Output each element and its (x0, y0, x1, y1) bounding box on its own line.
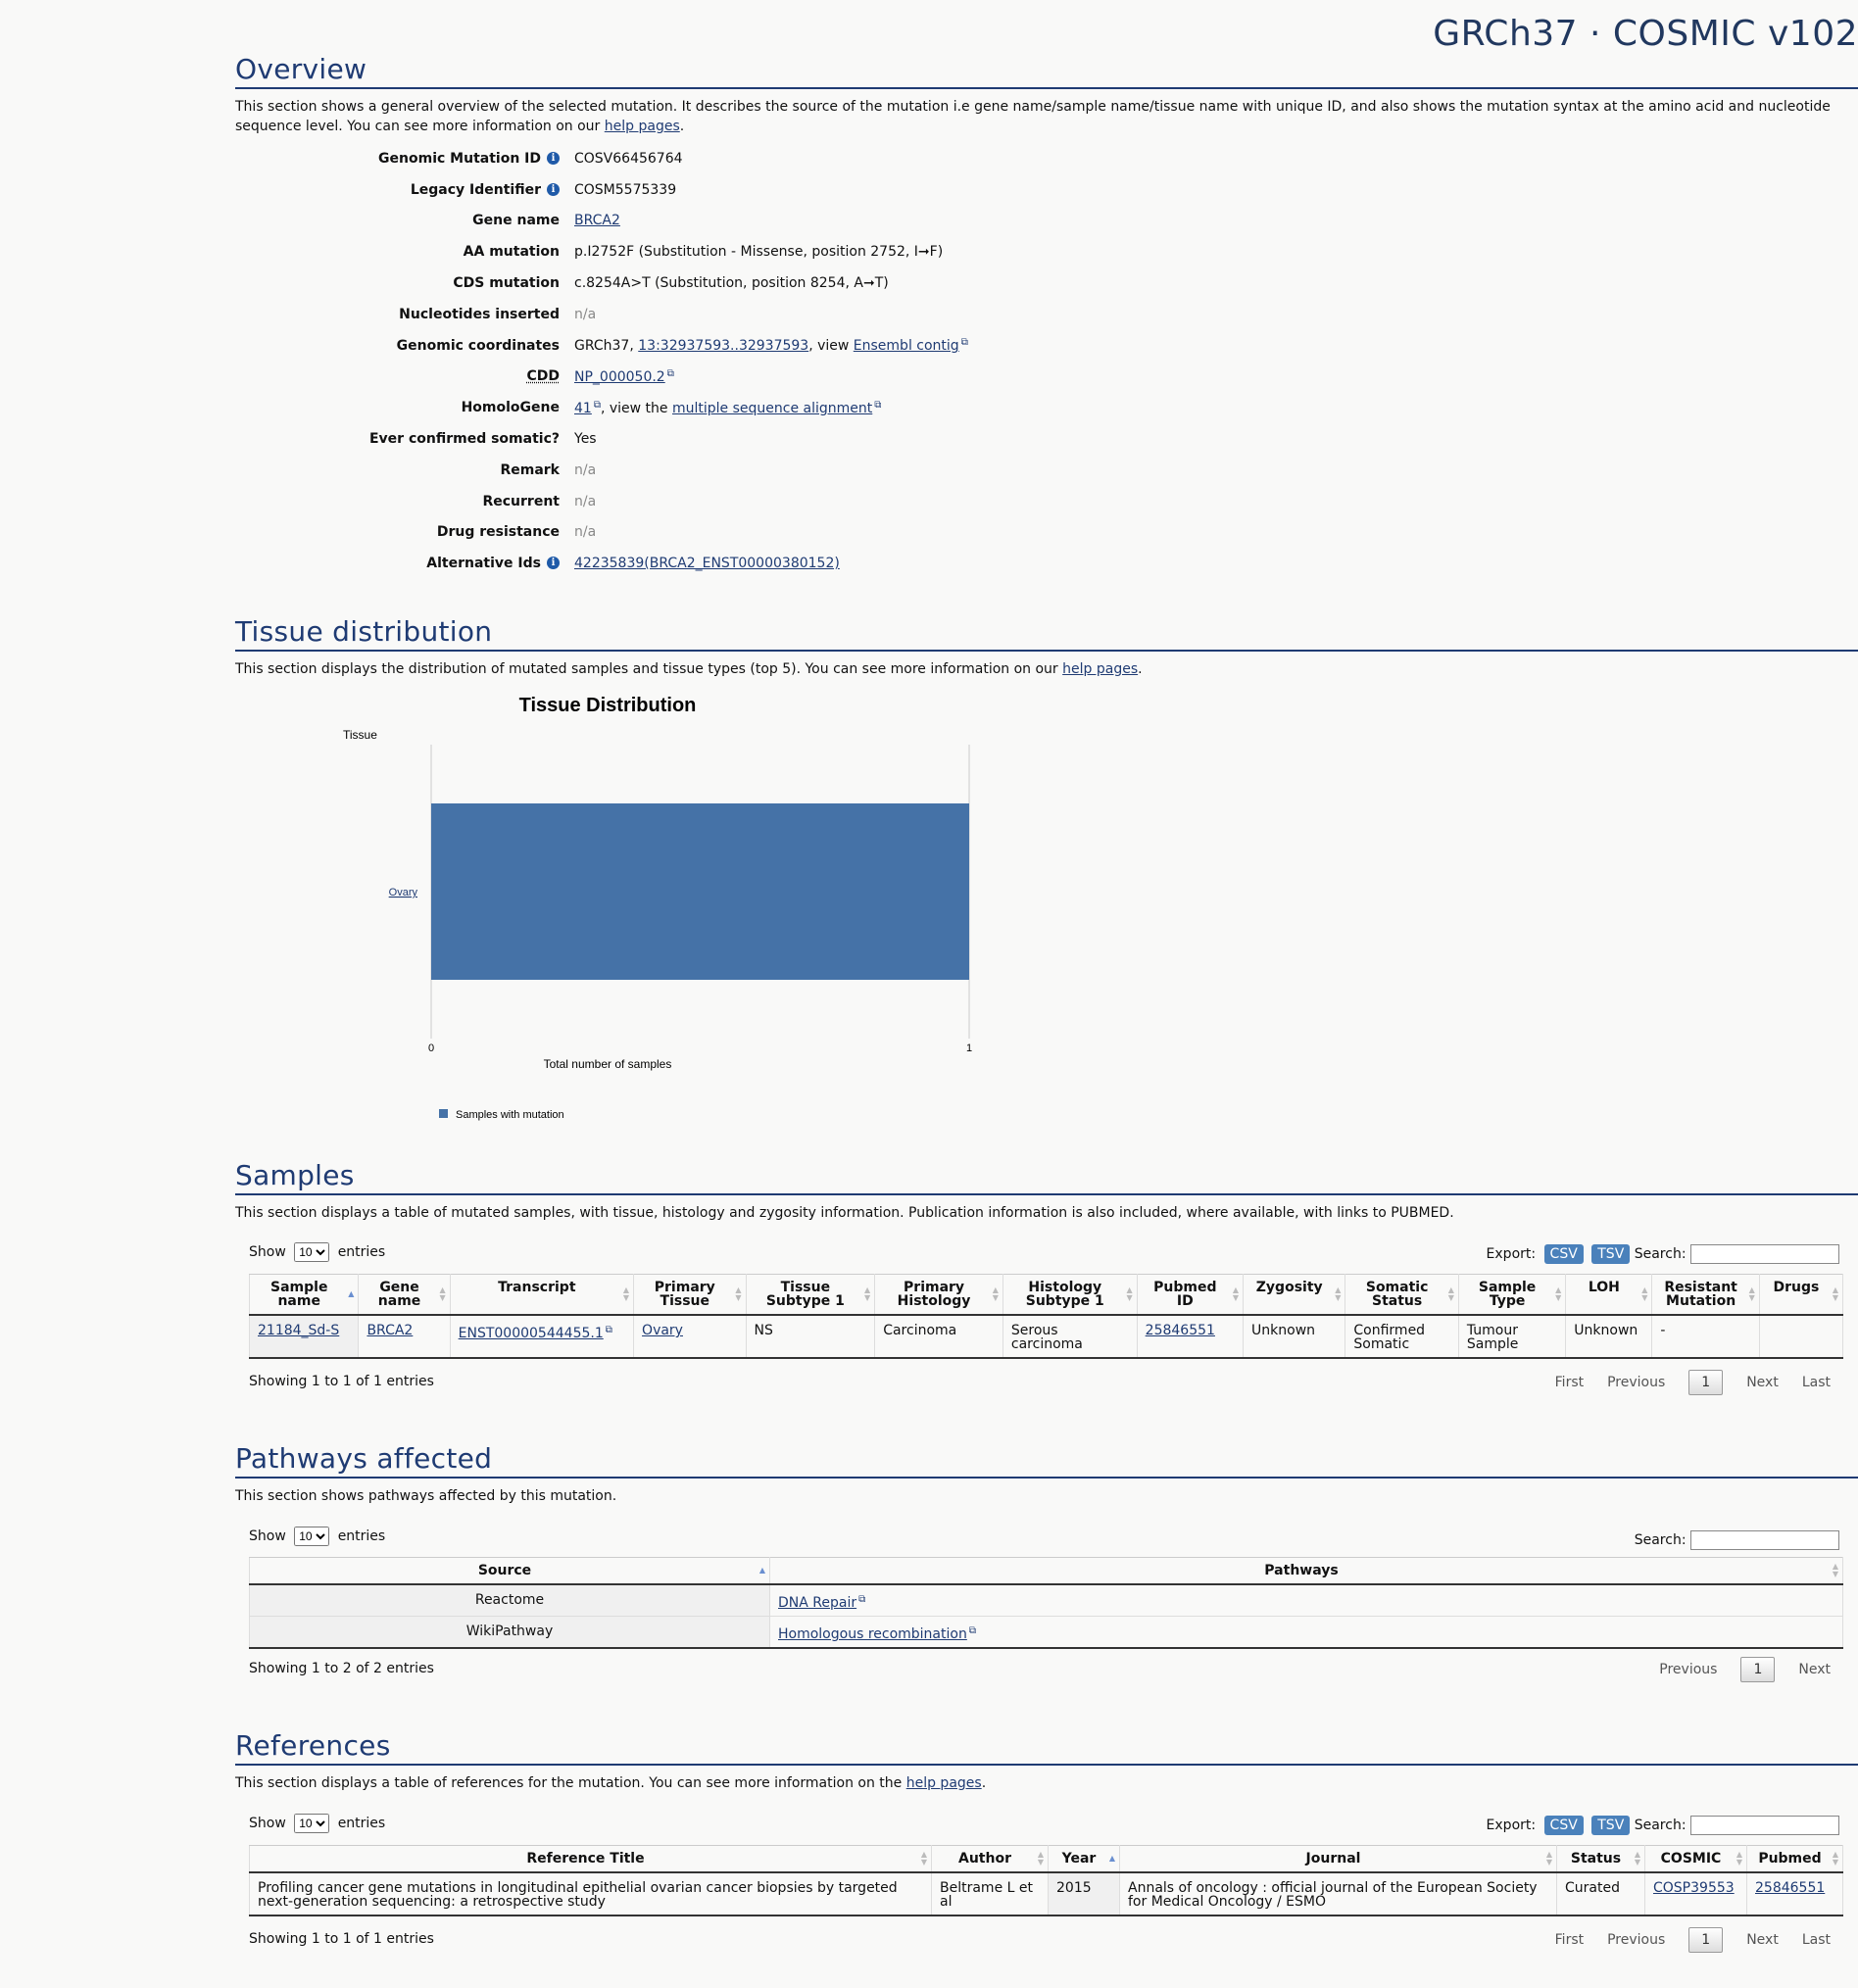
references-page-size-select[interactable] (294, 1814, 329, 1833)
column-header[interactable]: Primary Tissue ▲ ▼ (634, 1275, 746, 1316)
pathways-header-row (250, 1558, 1843, 1585)
field-drug-resistance: Drug resistance n/a (436, 524, 597, 541)
column-header[interactable]: Journal ▲ ▼ (1120, 1846, 1557, 1873)
references-section (235, 1729, 1858, 1791)
field-homologene: HomoloGene 41 ⧉, view the multiple sequence alignment ⧉ (461, 399, 882, 416)
chart-x-axis-label: Total number of samples (543, 1057, 672, 1071)
overview-section (235, 53, 1858, 602)
column-header[interactable]: Gene name ▲ ▼ (359, 1275, 450, 1316)
column-header[interactable]: Histology Subtype 1 ▲ ▼ (1002, 1275, 1137, 1316)
pathway-link[interactable]: DNA Repair (778, 1595, 857, 1611)
homologene-link[interactable]: 41 (574, 400, 592, 416)
info-icon[interactable]: i (547, 183, 560, 196)
pathways-search-input[interactable] (1690, 1530, 1839, 1550)
info-icon[interactable]: i (547, 557, 560, 569)
external-link-icon: ⧉ (968, 1625, 976, 1636)
chart-x-tick-label: 1 (965, 1042, 973, 1054)
pathways-length-control: Show 10 entries (249, 1527, 385, 1546)
next-page-button[interactable]: Next (1746, 1375, 1779, 1390)
column-header[interactable]: Resistant Mutation ▲ ▼ (1652, 1275, 1759, 1316)
references-length-control: Show 10 entries (249, 1814, 385, 1833)
overview-fields (235, 143, 1215, 579)
column-header[interactable]: Pubmed ▲ ▼ (1747, 1846, 1843, 1873)
field-genomic-mutation-id: Genomic Mutation ID i COSV66456764 (378, 150, 683, 167)
first-page-button[interactable]: First (1554, 1932, 1585, 1948)
tissue-distribution-chart (314, 686, 1019, 1137)
column-header[interactable]: Year ▲ (1049, 1846, 1120, 1873)
first-page-button[interactable]: First (1554, 1375, 1585, 1390)
table-row: Reactome DNA Repair ⧉ (250, 1584, 1843, 1617)
references-description: This section displays a table of references for the mutation. You can see more information on the help pages. (235, 1775, 987, 1791)
column-header[interactable]: Sample name ▲ (250, 1275, 359, 1316)
pathways-heading: Pathways affected (235, 1442, 1858, 1479)
external-link-icon: ⧉ (858, 1594, 866, 1605)
table-row: Profiling cancer gene mutations in longitudinal epithelial ovarian cancer biopsies by targeted next-generation sequencing: a retrospective study Beltrame L et al 2015 Annals of oncology : official journal of the European Society for Medical Oncology / ESMO Curated COSP39553 25846551 (250, 1872, 1843, 1915)
last-page-button[interactable]: Last (1801, 1375, 1831, 1390)
samples-pagination (1532, 1370, 1831, 1395)
external-link-icon: ⧉ (593, 399, 601, 411)
column-header[interactable]: Tissue Subtype 1 ▲ ▼ (746, 1275, 875, 1316)
column-header[interactable]: Zygosity ▲ ▼ (1244, 1275, 1345, 1316)
external-link-icon: ⧉ (874, 399, 882, 411)
samples-export-tsv-button[interactable]: TSV (1591, 1244, 1630, 1264)
references-export-tsv-button[interactable]: TSV (1591, 1816, 1630, 1835)
gene-link[interactable]: BRCA2 (574, 213, 620, 229)
field-nucleotides-inserted: Nucleotides inserted n/a (399, 306, 597, 322)
pathways-page-size-select[interactable] (294, 1527, 329, 1546)
samples-section (235, 1159, 1858, 1221)
table-row: WikiPathway Homologous recombination ⧉ (250, 1617, 1843, 1649)
references-heading: References (235, 1729, 1858, 1766)
table-row: 21184_Sd-S BRCA2 ENST00000544455.1 ⧉ Ovary NS Carcinoma Serous carcinoma 25846551 Unknown Confirmed Somatic Tumour Sample Unknown - (250, 1315, 1843, 1358)
overview-help-link[interactable]: help pages (604, 119, 680, 134)
references-export-csv-button[interactable]: CSV (1544, 1816, 1584, 1835)
chart-category-label: Ovary (388, 887, 417, 898)
samples-page-size-select[interactable] (294, 1242, 329, 1262)
chart-x-tick-label: 0 (427, 1042, 435, 1054)
external-link-icon: ⧉ (666, 367, 674, 379)
field-recurrent: Recurrent n/a (482, 493, 597, 509)
gene-link[interactable]: BRCA2 (367, 1323, 414, 1338)
tissue-link[interactable]: Ovary (642, 1323, 683, 1338)
samples-search-input[interactable] (1690, 1244, 1839, 1264)
column-header[interactable]: Primary Histology ▲ ▼ (875, 1275, 1003, 1316)
pathway-link[interactable]: Homologous recombination (778, 1626, 967, 1642)
pathways-pagination (1636, 1657, 1831, 1682)
column-header[interactable]: Drugs ▲ ▼ (1759, 1275, 1842, 1316)
alignment-link[interactable]: multiple sequence alignment (672, 400, 873, 416)
column-header[interactable]: Transcript ▲ ▼ (450, 1275, 633, 1316)
transcript-link[interactable]: ENST00000544455.1 (458, 1326, 604, 1341)
sample-link[interactable]: 21184_Sd-S (258, 1323, 340, 1338)
column-header[interactable]: Sample Type ▲ ▼ (1458, 1275, 1565, 1316)
chart-plot-area (389, 745, 972, 1121)
pubmed-link[interactable]: 25846551 (1145, 1323, 1215, 1338)
previous-page-button[interactable]: Previous (1659, 1662, 1718, 1677)
page-1-button[interactable]: 1 (1740, 1657, 1775, 1682)
next-page-button[interactable]: Next (1798, 1662, 1831, 1677)
references-toolbar: Export: CSV TSV Search: (1487, 1816, 1839, 1835)
alternative-id-link[interactable]: 42235839(BRCA2_ENST00000380152) (574, 556, 840, 572)
column-header[interactable]: Pathways ▲ ▼ (770, 1558, 1843, 1585)
field-cds-mutation: CDS mutation c.8254A>T (Substitution, position 8254, A➞T) (453, 275, 889, 292)
page-1-button[interactable]: 1 (1688, 1927, 1723, 1953)
samples-heading: Samples (235, 1159, 1858, 1195)
chart-legend-swatch (439, 1109, 448, 1118)
ensembl-contig-link[interactable]: Ensembl contig (853, 338, 959, 355)
column-header[interactable]: LOH ▲ ▼ (1566, 1275, 1652, 1316)
column-header[interactable]: Status ▲ ▼ (1557, 1846, 1645, 1873)
field-ever-confirmed-somatic: Ever confirmed somatic? Yes (368, 431, 597, 448)
pathways-table (249, 1557, 1843, 1649)
overview-heading: Overview (235, 53, 1858, 89)
coordinates-link[interactable]: 13:32937593..32937593 (638, 338, 809, 355)
next-page-button[interactable]: Next (1746, 1932, 1779, 1948)
tissue-description: This section displays the distribution of mutated samples and tissue types (top 5). You can see more information on our help pages. (235, 661, 1143, 677)
external-link-icon: ⧉ (960, 337, 968, 349)
field-cdd: CDD NP_000050.2 ⧉ (526, 367, 674, 385)
column-header[interactable]: Source ▲ (250, 1558, 770, 1585)
pathways-section (235, 1442, 1858, 1504)
field-alternative-ids: Alternative Ids i 42235839(BRCA2_ENST00000380152) (426, 556, 840, 572)
page-1-button[interactable]: 1 (1688, 1370, 1723, 1395)
chart-y-axis-label: Tissue (343, 728, 377, 742)
column-header[interactable]: Reference Title ▲ ▼ (250, 1846, 932, 1873)
column-header[interactable]: Somatic Status ▲ ▼ (1345, 1275, 1458, 1316)
samples-toolbar: Export: CSV TSV Search: (1487, 1244, 1839, 1264)
column-header[interactable]: Author ▲ ▼ (932, 1846, 1049, 1873)
column-header[interactable]: COSMIC ▲ ▼ (1645, 1846, 1747, 1873)
cosmic-paper-link[interactable]: COSP39553 (1653, 1880, 1735, 1896)
chart-bar (431, 803, 969, 980)
info-icon[interactable]: i (547, 152, 560, 165)
samples-table (249, 1274, 1843, 1359)
samples-header-row (250, 1275, 1843, 1316)
field-gene-name: Gene name BRCA2 (472, 213, 620, 229)
pathways-toolbar: Search: (1635, 1530, 1839, 1550)
pathways-description: This section shows pathways affected by this mutation. (235, 1488, 617, 1504)
column-header[interactable]: Pubmed ID ▲ ▼ (1137, 1275, 1243, 1316)
references-search-input[interactable] (1690, 1816, 1839, 1835)
references-info: Showing 1 to 1 of 1 entries (249, 1931, 434, 1947)
references-pagination (1532, 1927, 1831, 1953)
tissue-heading: Tissue distribution (235, 615, 1858, 652)
cdd-link[interactable]: NP_000050.2 (574, 368, 665, 385)
field-aa-mutation: AA mutation p.I2752F (Substitution - Missense, position 2752, I➞F) (463, 244, 944, 261)
references-help-link[interactable]: help pages (905, 1775, 982, 1791)
pubmed-link[interactable]: 25846551 (1755, 1880, 1826, 1896)
last-page-button[interactable]: Last (1801, 1932, 1831, 1948)
samples-export-csv-button[interactable]: CSV (1544, 1244, 1584, 1264)
tissue-help-link[interactable]: help pages (1062, 661, 1139, 677)
field-genomic-coordinates: Genomic coordinates GRCh37, 13:32937593..32937593, view Ensembl contig ⧉ (396, 337, 968, 355)
samples-info: Showing 1 to 1 of 1 entries (249, 1374, 434, 1389)
references-table (249, 1845, 1843, 1916)
chart-legend-label: Samples with mutation (456, 1109, 564, 1121)
field-remark: Remark n/a (500, 461, 597, 478)
previous-page-button[interactable]: Previous (1607, 1932, 1666, 1948)
references-header-row (250, 1846, 1843, 1873)
external-link-icon: ⧉ (605, 1325, 612, 1335)
previous-page-button[interactable]: Previous (1607, 1375, 1666, 1390)
samples-description: This section displays a table of mutated samples, with tissue, histology and zygosity information. Publication information is also included, where available, with links to PUBMED. (235, 1205, 1454, 1221)
samples-length-control: Show 10 entries (249, 1242, 385, 1262)
pathways-info: Showing 1 to 2 of 2 entries (249, 1661, 434, 1676)
page-version-title: GRCh37 · COSMIC v102 (1433, 14, 1858, 54)
field-legacy-identifier: Legacy Identifier i COSM5575339 (410, 181, 677, 198)
overview-description: This section shows a general overview of the selected mutation. It describes the source of the mutation i.e gene name/sample name/tissue name with unique ID, and also shows the mutation syntax at the amino acid and nucleotide sequence level. You can see more information on our help pages. (235, 99, 1831, 134)
chart-title: Tissue Distribution (518, 695, 697, 716)
